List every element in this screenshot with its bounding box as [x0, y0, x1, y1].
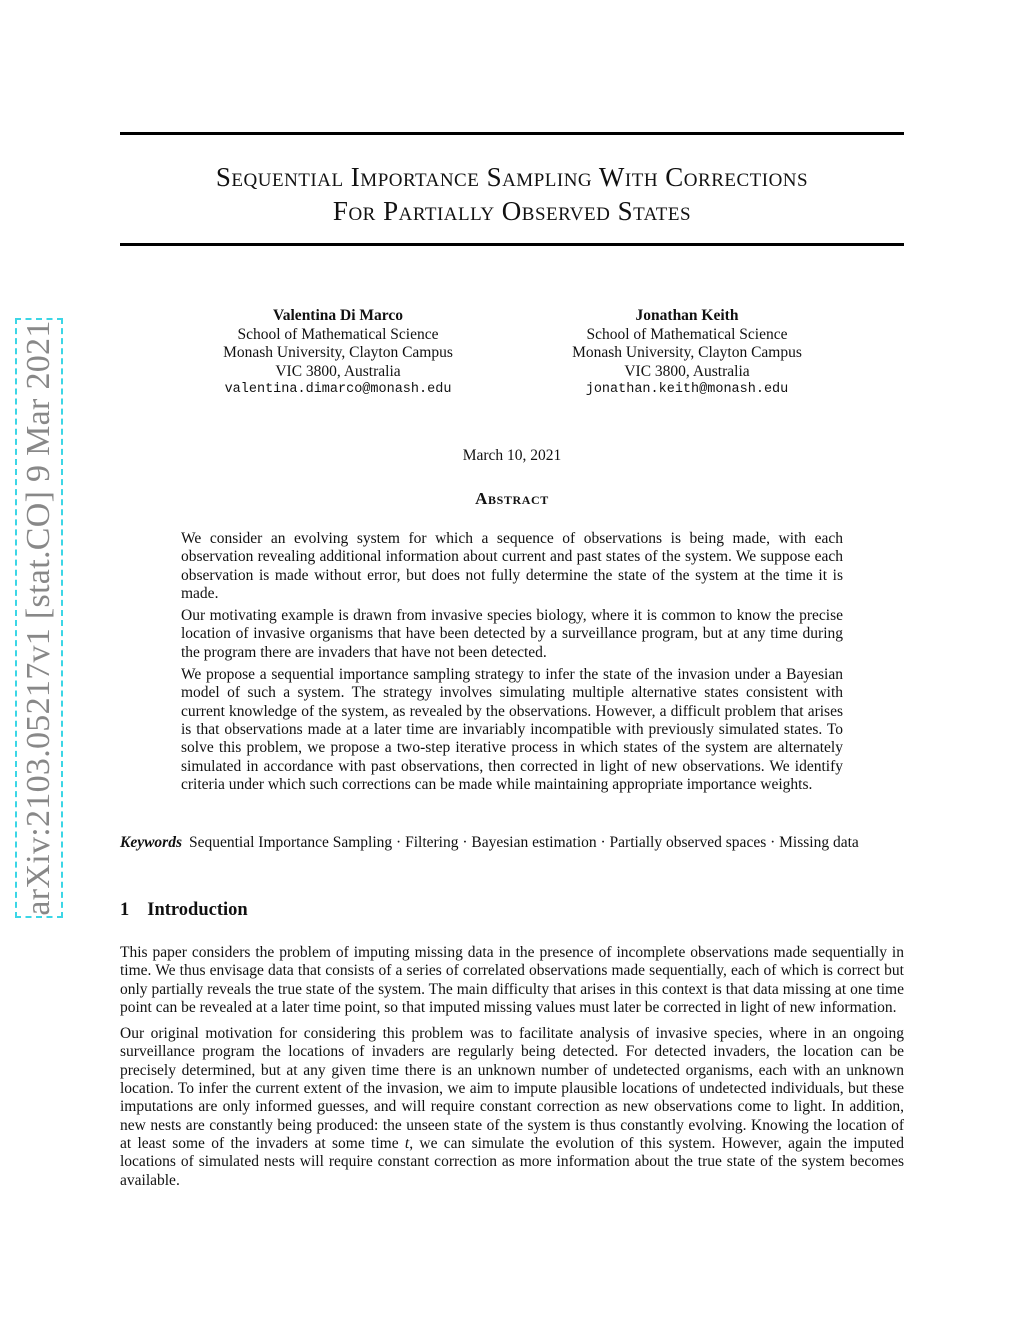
author-email[interactable]: jonathan.keith@monash.edu: [585, 382, 789, 398]
author-block-1: [178, 307, 498, 400]
section-number: 1: [120, 900, 130, 920]
math-variable-t: t: [404, 1134, 410, 1152]
body-paragraph: [120, 1025, 904, 1190]
author-affiliation: VIC 3800, Australia: [624, 362, 750, 380]
keywords-text: Sequential Importance Sampling · Filtering · Bayesian estimation · Partially observed spaces · Missing data: [189, 834, 859, 851]
abstract-heading: Abstract: [475, 489, 549, 508]
body-text-span: , we can simulate the evolution of this system. However, again the imputed locations of simulated nests will require constant correction as more information about the true state of the system becomes available.: [120, 1134, 904, 1189]
abstract-paragraph: We consider an evolving system for which a sequence of observations is being made, with each observation revealing additional information about current and past states of the system. We suppose each observation is made without error, but does not fully determine the state of the system at the time it is made.: [181, 530, 843, 602]
title-rule-bottom: [120, 243, 904, 246]
paper-date: March 10, 2021: [462, 447, 562, 464]
section-heading-introduction: [120, 900, 248, 921]
author-affiliation: VIC 3800, Australia: [275, 362, 401, 380]
author-name: Valentina Di Marco: [272, 307, 404, 324]
author-affiliation: School of Mathematical Science: [237, 325, 439, 343]
body-text-span: Our original motivation for considering this problem was to facilitate analysis of invasive species, where in an ongoing surveillance program the locations of invaders are regularly being detected. For detected invaders, the location can be precisely determined, but at any given time there is an unknown number of undetected organisms, each with an unknown location. To infer the current extent of the invasion, we aim to impute plausible locations of undetected individuals, but these imputations are only informed guesses, and will require constant correction as new observations come to light. In addition, new nests are constantly being produced: the unseen state of the system is thus constantly evolving. Knowing the location of at least some of the invaders at some time: [120, 1025, 904, 1152]
paper-title-line-1: Sequential Importance Sampling With Corrections: [215, 162, 809, 192]
title-rule-top: [120, 132, 904, 135]
author-affiliation: Monash University, Clayton Campus: [572, 344, 802, 362]
introduction-body: [120, 944, 904, 1198]
paper-title-line-2: For Partially Observed States: [332, 196, 692, 226]
keywords-label: Keywords: [120, 834, 182, 851]
body-paragraph: This paper considers the problem of imputing missing data in the presence of incomplete observations made sequentially in time. We thus envisage data that consists of a series of correlated observations made sequentially, each of which is correct but only partially reveals the true state of the system. The main difficulty that arises in this context is that data missing at one time point can be revealed at a later time point, so that imputed missing values must later be corrected in light of new information.: [120, 944, 904, 1016]
keywords: [120, 834, 904, 852]
author-email[interactable]: valentina.dimarco@monash.edu: [224, 382, 452, 398]
author-affiliation: Monash University, Clayton Campus: [223, 344, 453, 362]
arxiv-stamp[interactable]: arXiv:2103.05217v1 [stat.CO] 9 Mar 2021: [20, 320, 57, 916]
abstract-paragraph: Our motivating example is drawn from invasive species biology, where it is common to know the precise location of invasive organisms that have been detected by a surveillance program, but at any time during the program there are invaders that have not been detected.: [181, 607, 843, 661]
section-title: Introduction: [147, 900, 248, 920]
abstract-body: [181, 530, 843, 798]
author-name: Jonathan Keith: [635, 307, 739, 324]
author-affiliation: School of Mathematical Science: [586, 325, 788, 343]
author-block-2: [527, 307, 847, 400]
abstract-paragraph: We propose a sequential importance sampling strategy to infer the state of the invasion under a Bayesian model of such a system. The strategy involves simulating multiple alternative states consistent with current knowledge of the system, as revealed by the observations. However, a difficult problem that arises is that observations made at a later time are invariably incompatible with previously simulated states. To solve this problem, we propose a two-step iterative process in which states of the system are alternately simulated in accordance with past observations, then corrected in light of new observations. We identify criteria under which such corrections can be made while maintaining appropriate importance weights.: [181, 666, 843, 793]
